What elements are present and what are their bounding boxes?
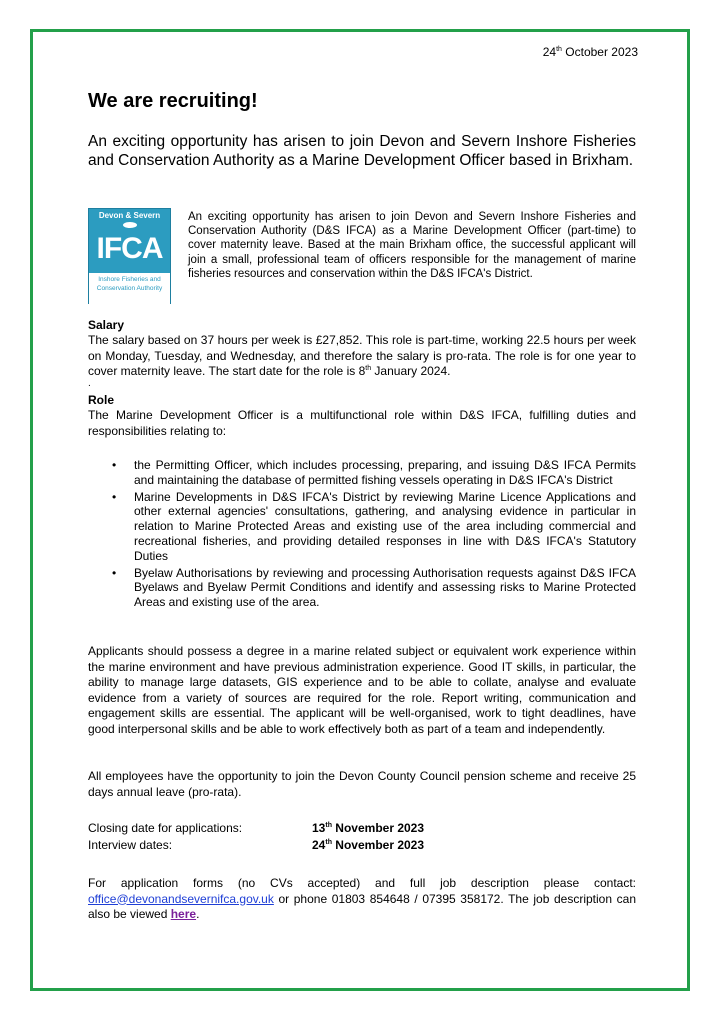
salary-text: The salary based on 37 hours per week is £27,852. This role is part-time, working 22.5 hours per week on Monday, Tuesday, and Wednesday, and therefore the salary is pro-rata. The role is for one year to cover maternity leave. The start date for the role is 8th January 2024. bbox=[88, 333, 636, 378]
pension-paragraph: All employees have the opportunity to join the Devon County Council pension scheme and receive 25 days annual leave (pro-rata). bbox=[88, 769, 636, 799]
stray-dot: . bbox=[88, 378, 91, 389]
list-item: • Marine Developments in D&S IFCA's District by reviewing Marine Licence Applications and other external agencies' consultations, gathering, and analysing evidence in particular in relation to Marine Protected Areas and existing use of the area including commercial and recreational fisheries, and providing detailed responses in line with D&S IFCA's Statutory Duties bbox=[88, 490, 636, 564]
job-description-link[interactable]: here bbox=[170, 907, 197, 921]
role-heading: Role bbox=[88, 393, 115, 407]
key-dates bbox=[88, 820, 424, 853]
letter-date: 24th October 2023 bbox=[542, 45, 638, 59]
logo-top-text: Devon & Severn bbox=[98, 211, 161, 220]
fish-icon bbox=[123, 222, 137, 228]
contact-paragraph: For application forms (no CVs accepted) and full job description please contact: office@devonandsevernifca.gov.uk or phone 01803 854648 / 07395 358172. The job description can also be viewed here. bbox=[88, 876, 636, 921]
interview-date-label: Interview dates: bbox=[88, 837, 173, 852]
logo-band bbox=[89, 273, 170, 304]
logo-main-text: IFCA bbox=[96, 232, 163, 265]
role-bullets bbox=[88, 458, 636, 612]
logo-paragraph: An exciting opportunity has arisen to join Devon and Severn Inshore Fisheries and Conservation Authority (D&S IFCA) as a Marine Development Officer (part-time) to cover maternity leave. Based at the main Brixham office, the successful applicant will join a small, professional team of officers responsible for the management of marine fisheries resources and conservation within the D&S IFCA's District. bbox=[188, 211, 636, 280]
closing-date-value: 13th November 2023 bbox=[312, 821, 425, 835]
applicants-paragraph: Applicants should possess a degree in a marine related subject or equivalent work experience within the marine environment and have previous administration experience. Good IT skills, in particular, the ability to manage large datasets, GIS experience and to be able to collate, analyse and evaluate evidence from a variety of sources are required for the role. Report writing, communication and engagement skills are essential. The applicant will be well-organised, work to tight deadlines, have good interpersonal skills and be able to work effectively both as part of a team and independently. bbox=[88, 644, 636, 736]
closing-date-row bbox=[88, 820, 424, 837]
closing-date-label: Closing date for applications: bbox=[88, 821, 243, 835]
ifca-logo bbox=[88, 208, 171, 304]
list-item: • Byelaw Authorisations by reviewing and processing Authorisation requests against D&S IFCA Byelaws and Byelaw Permit Conditions and identify and assessing risks to Marine Protected Areas and existing use of the area. bbox=[88, 566, 636, 610]
interview-date-row bbox=[88, 837, 424, 854]
salary-heading: Salary bbox=[88, 318, 125, 332]
role-intro: The Marine Development Officer is a multifunctional role within D&S IFCA, fulfilling duties and responsibilities relating to: bbox=[88, 408, 636, 438]
page-title: We are recruiting! bbox=[88, 90, 258, 112]
intro-text: An exciting opportunity has arisen to join Devon and Severn Inshore Fisheries and Conservation Authority as a Marine Development Officer based in Brixham. bbox=[88, 133, 636, 169]
interview-date-value: 24th November 2023 bbox=[312, 837, 425, 852]
logo-sub-text: Inshore Fisheries and Conservation Authority bbox=[96, 276, 163, 292]
list-item: • the Permitting Officer, which includes processing, preparing, and issuing D&S IFCA Permits and maintaining the database of permitted fishing vessels operating in D&S IFCA's District bbox=[88, 458, 636, 488]
email-link[interactable]: office@devonandsevernifca.gov.uk bbox=[88, 891, 274, 906]
